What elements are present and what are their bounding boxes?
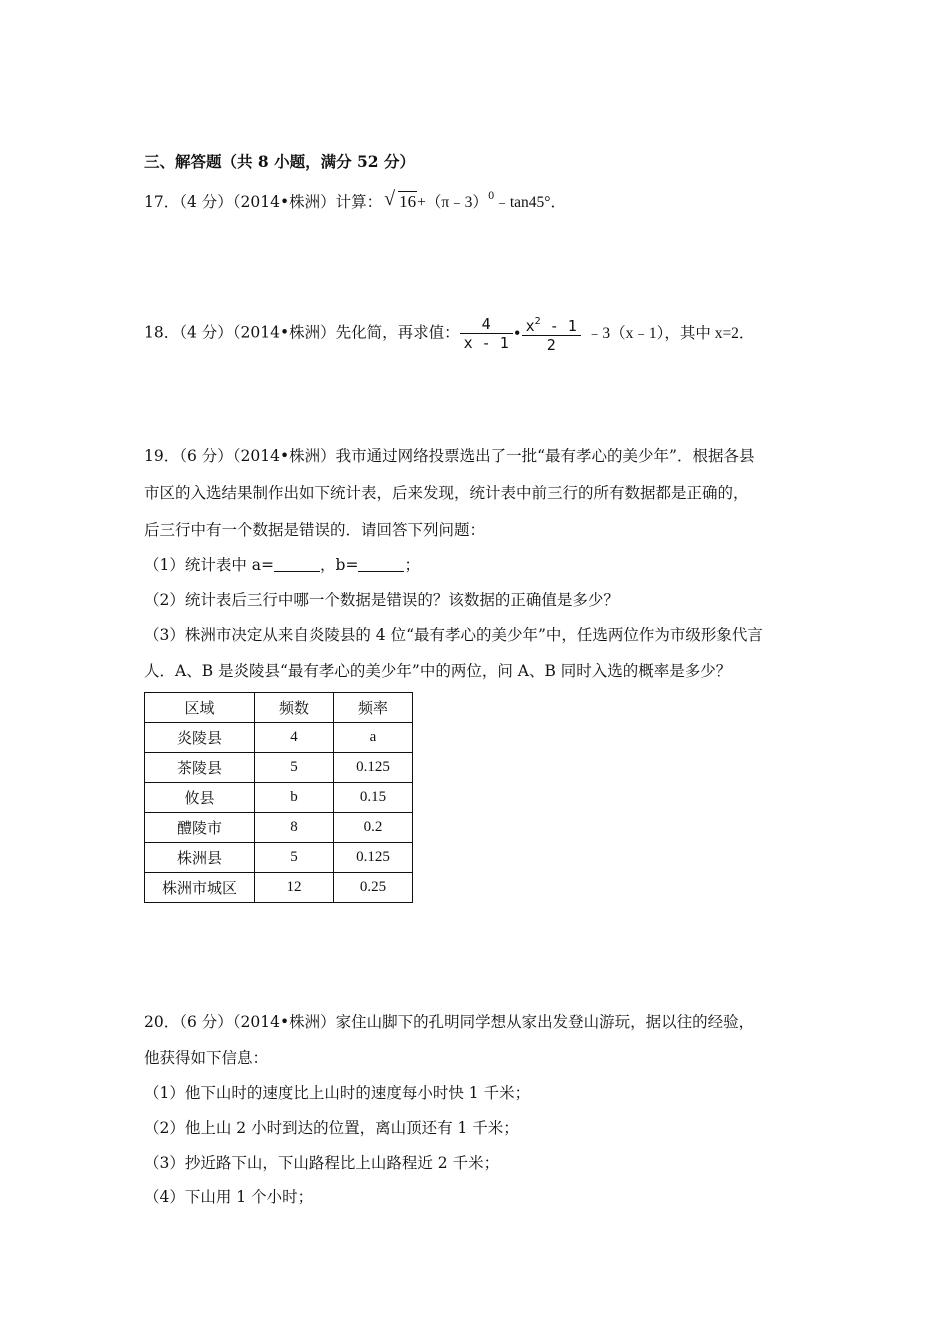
table-cell: 0.125 [334,843,413,873]
answer-blank-b [358,557,404,572]
q20-line-1: 20．（6 分）（2014•株洲）家住山脚下的孔明同学想从家出发登山游玩，据以往的经验， [144,1013,755,1031]
sqrt-expression [384,188,417,213]
fraction-2-base: x [525,317,535,335]
q19-part-1-c: ； [404,556,420,574]
table-row [145,783,413,813]
table-header: 频数 [255,693,334,723]
table-cell: 12 [255,873,334,903]
table-row [145,843,413,873]
table-cell: 株洲县 [145,843,255,873]
q19-part-3-line-2: 人．A、B 是炎陵县“最有孝心的美少年”中的两位，问 A、B 同时入选的概率是多少？ [144,662,732,680]
multiply-dot: • [512,324,522,343]
answer-blank-a [274,557,320,572]
q19-line-1: 19．（6 分）（2014•株洲）我市通过网络投票选出了一批“最有孝心的美少年”．根据各县 [144,447,755,465]
radical-sign-icon: √ [384,188,396,210]
q19-part-1 [144,555,420,575]
fraction-2 [522,313,581,354]
fraction-2-denominator: 2 [546,336,556,354]
q17-suffix: ﹣tan45°． [494,194,566,211]
table-header-row [145,693,413,723]
q19-part-1-b: ，b= [320,556,359,574]
fraction-2-numerator [522,313,581,336]
fraction-2-exponent: 2 [534,316,541,327]
fraction-1-numerator: 4 [460,315,513,334]
table-cell: 0.15 [334,783,413,813]
q19-line-3: 后三行中有一个数据是错误的．请回答下列问题： [144,521,486,539]
q20-item: （2）他上山 2 小时到达的位置，离山顶还有 1 千米； [144,1119,519,1137]
fraction-1-denominator: x - 1 [463,334,509,352]
table-cell: a [334,723,413,753]
table-cell: b [255,783,334,813]
q18-prefix: 18．（4 分）（2014•株洲）先化简，再求值： [144,323,460,342]
table-cell: 5 [255,753,334,783]
table-cell: 茶陵县 [145,753,255,783]
table-cell: 攸县 [145,783,255,813]
q20-line-2: 他获得如下信息： [144,1049,269,1067]
q18-suffix: ﹣3（x﹣1），其中 x=2． [586,324,755,342]
table-cell: 炎陵县 [145,723,255,753]
statistics-table [144,692,413,903]
section-title: 三、解答题（共 8 小题，满分 52 分） [144,152,415,171]
q17-prefix: 17．（4 分）（2014•株洲）计算： [144,193,383,211]
q20-item: （3）抄近路下山，下山路程比上山路程近 2 千米； [144,1154,500,1172]
q19-line-2: 市区的入选结果制作出如下统计表，后来发现，统计表中前三行的所有数据都是正确的， [144,484,749,502]
table-cell: 4 [255,723,334,753]
table-row [145,813,413,843]
table-cell: 0.125 [334,753,413,783]
table-cell: 8 [255,813,334,843]
radicand: 16 [399,192,417,211]
q19-part-1-a: （1）统计表中 a= [144,556,275,574]
table-row [145,723,413,753]
table-cell: 株洲市城区 [145,873,255,903]
table-header: 频率 [334,693,413,723]
table-cell: 醴陵市 [145,813,255,843]
q20-item: （1）他下山时的速度比上山时的速度每小时快 1 千米； [144,1084,531,1102]
table-row [145,753,413,783]
q19-part-2: （2）统计表后三行中哪一个数据是错误的？该数据的正确值是多少？ [144,591,619,609]
q17-mid: +（π﹣3） [417,194,488,211]
question-17 [144,187,566,213]
q19-part-3-line-1: （3）株洲市决定从来自炎陵县的 4 位“最有孝心的美少年”中，任选两位作为市级形象代言 [144,626,763,644]
question-18 [144,313,754,354]
fraction-2-rest: - 1 [540,317,577,335]
table-row [145,873,413,903]
table-cell: 5 [255,843,334,873]
q17-exponent: 0 [487,191,495,202]
q20-item: （4）下山用 1 个小时； [144,1188,314,1206]
table-cell: 0.2 [334,813,413,843]
table-cell: 0.25 [334,873,413,903]
fraction-1 [460,315,513,352]
table-header: 区域 [145,693,255,723]
